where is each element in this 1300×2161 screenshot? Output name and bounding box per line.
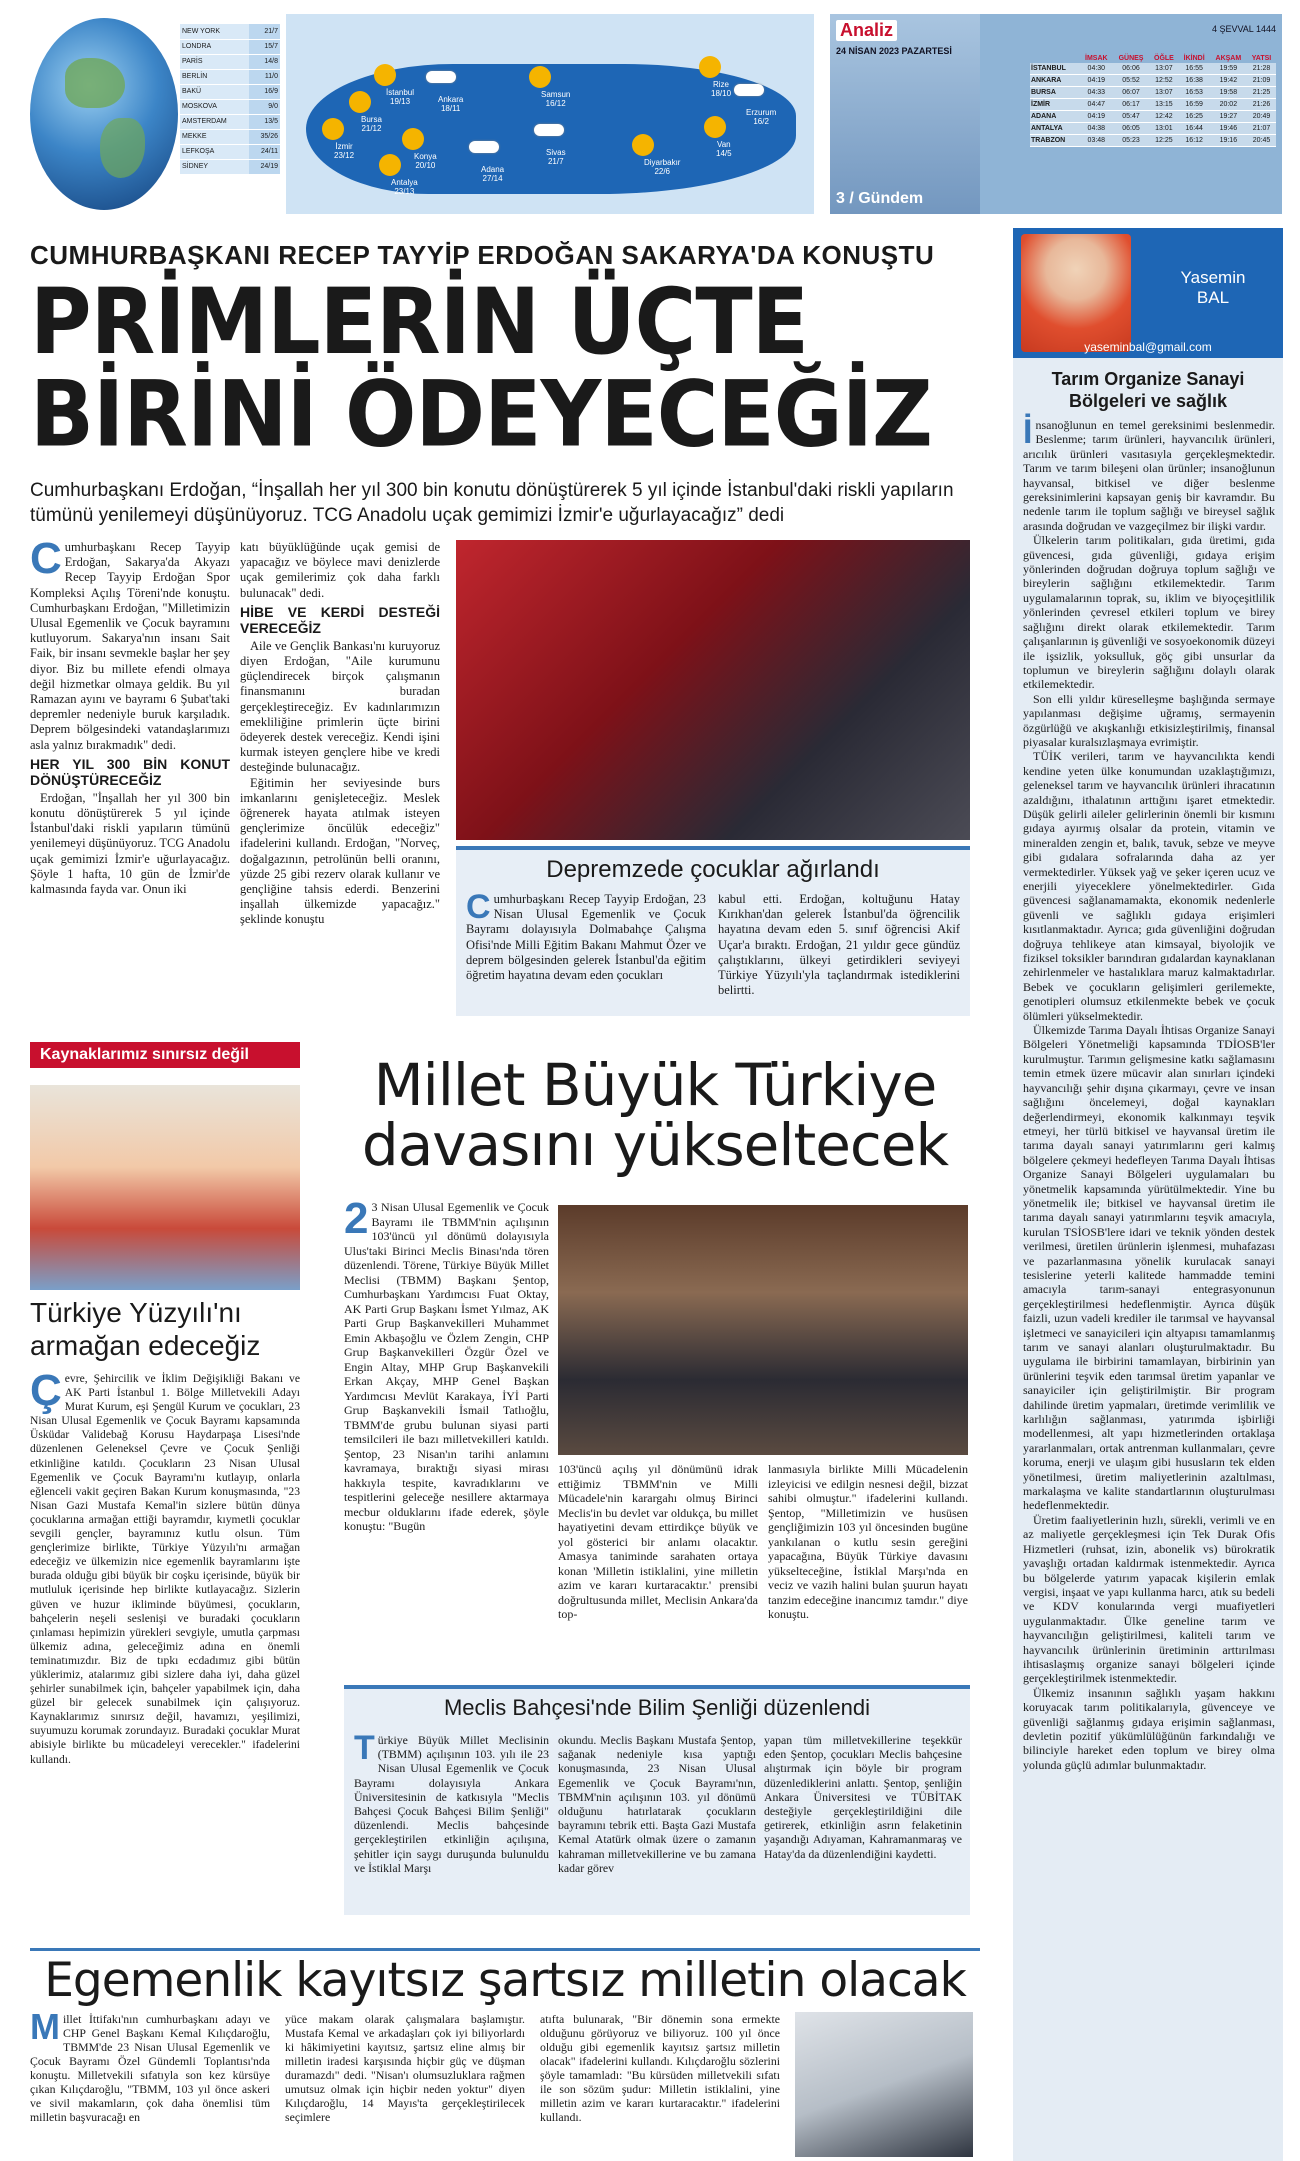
opinion-dropcap: İ	[1023, 413, 1033, 451]
opinion-p1: nsanoğlunun en temel gereksinimi beslenmedir. Beslenme; tarım ürünleri, hayvancılık ürünleri, arıcılık ürünleri vasıtasıyla gerçekleşmektedir. Tarım ve tarım bileşeni olan ürünler; insanoğlunun hayvansal, bitkisel ve diğer beslenme gereksinimlerini kapsayan geniş bir kavramdır. Bu nedenle tarım ile toplum sağlığı ve bireysel sağlık arasında doğrudan ve vazgeçilmez bir ilişki vardır.	[1023, 418, 1275, 533]
deprem-col1-text: umhurbaşkanı Recep Tayyip Erdoğan, 23 Nisan Ulusal Egemenlik ve Çocuk Bayramı dolayısıyla Dolmabahçe Çalışma Ofisi'nde Milli Eğitim Bakanı Mahmut Özer ve deprem bölgesinden gelerek İstanbul'da eğitim öğretim hayatına devam eden çocukları	[466, 892, 706, 983]
egemenlik-col1-text: illet İttifakı'nın cumhurbaşkanı adayı ve CHP Genel Başkanı Kemal Kılıçdaroğlu, TBMM'de 23 Nisan Ulusal Egemenlik ve Çocuk Bayramı Özel Gündemli Toplantısı'nda konuştu. Milletvekili sıfatıyla son kez kürsüye çıkan Kılıçdaroğlu, "TBMM, 103 yıl önce askeri ve sivil makamların, çok daha önemlisi tüm milletin başvuracağı en	[30, 2012, 270, 2124]
city-temp: 35/26	[249, 129, 280, 144]
kurum-body	[30, 1372, 300, 1934]
city-weather-row	[180, 144, 280, 159]
turkey-weather-map	[286, 14, 814, 214]
globe-image	[30, 18, 178, 210]
city-weather-row	[180, 84, 280, 99]
map-city-name: Van	[716, 140, 731, 149]
sun-icon	[529, 66, 551, 88]
lead-col1-p1: umhurbaşkanı Recep Tayyip Erdoğan, Sakarya'da Akyazı Recep Tayyip Erdoğan Spor Kompleksi Açılış Töreni'nde konuştu. Cumhurbaşkanı Erdoğan, "Milletimizin Ulusal Egemenlik ve Çocuk bayramını kutluyorum. Sakarya'nın insanı Sait Faik, bir insanı sevmekle başlar her şey diyor. Biz bu millete efendi olmaya değil hizmetkar olmaya geldik. Bu yıl Ramazan ayını ve bayramı 6 Şubat'taki depremler nedeniyle buruk karşıladık. Deprem bölgesindeki vatandaşlarımızı asla yalnız bırakmadık" dedi.	[30, 540, 230, 752]
egemenlik-column-1	[30, 2012, 270, 2157]
lead-headline	[30, 268, 990, 468]
city-name: BERLİN	[180, 69, 249, 84]
kurum-badge: Kaynaklarımız sınırsız değil	[30, 1042, 300, 1068]
prayer-time: 06:06	[1113, 63, 1149, 75]
meclis-column-2: okundu. Meclis Başkanı Mustafa Şentop, sağanak nedeniyle kısa yaptığı konuşmasında, 23 Nisan Ulusal Egemenlik ve Çocuk Bayramı'nın, TBMM'nin açılışının 103. yıl dönümü olduğunu hatırlatarak çocukların bayramını tebrik etti. Başta Gazi Mustafa Kemal Atatürk olmak üzere o zamanın kahraman milletvekillerine ve bu zamana kadar görev	[558, 1733, 756, 1875]
map-city-temp: 21/12	[361, 124, 382, 133]
lead-dropcap: C	[30, 540, 62, 583]
prayer-time: 21:07	[1247, 123, 1276, 135]
meclis-box	[344, 1685, 970, 1915]
prayer-time: 13:07	[1149, 63, 1178, 75]
headline-line-1: PRİMLERİN ÜÇTE	[30, 268, 809, 375]
map-city-name: Ankara	[438, 95, 464, 104]
map-city-temp: 23/13	[394, 187, 415, 196]
millet-column-1	[344, 1200, 549, 1670]
kurum-children-photo	[30, 1085, 300, 1290]
prayer-time: 13:07	[1149, 87, 1178, 99]
prayer-time: 13:15	[1149, 99, 1178, 111]
map-city-label	[414, 152, 437, 170]
city-name: AMSTERDAM	[180, 114, 249, 129]
city-name: SİDNEY	[180, 159, 249, 174]
prayer-times-table	[1030, 54, 1276, 147]
city-temp: 9/0	[249, 99, 280, 114]
city-temp: 15/7	[249, 39, 280, 54]
prayer-time: 04:33	[1080, 87, 1113, 99]
prayer-time: 05:47	[1113, 111, 1149, 123]
opinion-p3: Son elli yıldır küreselleşme başlığında sermaye yapılanması değişime uğramış, sermayenin özgürlüğü ve akışkanlığı etkisizleştirilmiş, finansal piyasalar kuralsızlaşmaya evrimiştir.	[1023, 691, 1275, 749]
map-city-temp: 18/11	[440, 104, 461, 113]
prayer-time: 04:19	[1080, 111, 1113, 123]
map-city-label	[438, 95, 463, 113]
author-last-name: BAL	[1196, 288, 1230, 307]
lead-column-1	[30, 540, 230, 1030]
city-weather-row	[180, 99, 280, 114]
prayer-time: 12:42	[1149, 111, 1178, 123]
map-city-name: Bursa	[361, 115, 382, 124]
prayer-city: ADANA	[1030, 111, 1080, 123]
map-city-name: Antalya	[391, 178, 418, 187]
city-name: LEFKOŞA	[180, 144, 249, 159]
city-name: MOSKOVA	[180, 99, 249, 114]
map-city-temp: 16/2	[753, 117, 769, 126]
prayer-header-blank	[1030, 54, 1080, 63]
map-city-label	[361, 115, 382, 133]
tbmm-ceremony-photo	[558, 1205, 968, 1455]
sun-icon	[322, 118, 344, 140]
prayer-city: ANKARA	[1030, 75, 1080, 87]
egemenlik-column-3: atıfta bulunarak, "Bir dönemin sona ermekte olduğunu görüyoruz ve biliyoruz. 100 yıl önce olduğu gibi egemenlik kayıtsız şartsız milletin olacak" ifadelerini kullandı. Kılıçdaroğlu sözlerini şöyle tamamladı: "Bu kürsüden milletvekili sıfatı ile son sözüm şudur: Milletin istiklalini, yine milletin azim ve kararı kurtaracaktır." ifadelerini kullandı.	[540, 2012, 780, 2124]
city-weather-row	[180, 114, 280, 129]
map-city-name: Samsun	[541, 90, 571, 99]
world-weather-table	[180, 24, 280, 175]
prayer-row	[1030, 135, 1276, 147]
millet-headline-1: Millet Büyük Türkiye	[373, 1051, 937, 1119]
map-city-label	[711, 80, 731, 98]
cloud-icon	[734, 84, 764, 96]
prayer-header: İKİNDİ	[1183, 55, 1205, 62]
prayer-time: 19:27	[1210, 111, 1247, 123]
prayer-time: 19:46	[1210, 123, 1247, 135]
city-weather-row	[180, 24, 280, 39]
millet-column-3: lanmasıyla birlikte Milli Mücadelenin izleyicisi ve edilgin nesnesi değil, bizzat sahibi olmuştur." ifadelerini kullandı. Şentop, "Milletimizin ve husüsen gençliğimizin 103 yıl öncesinden bugüne yankılanan o kutlu sesin gereğini yapacağına, Büyük Türkiye davasını yükselteceğine, İstiklal Marşı'nda en veciz ve vazih halini bulan şuurun hayatı tanzim edeceğine inancımız tamdır." diye konuştu.	[768, 1462, 968, 1621]
prayer-time: 16:59	[1179, 99, 1210, 111]
opinion-p2: Ülkelerin tarım politikaları, gıda üretimi, gıda güvencesi, gıda güvenliği, gıdaya erişim yönlerinden doğrudan doğruya toplum sağlığı ve bireylerin sağlığını etkilemektedir. Tarım uygulamalarının toprak, su, iklim ve biyoçeşitlilik yönlerinden çevresel etkileri toplum ve birey sağlığını direkt olarak etkilemektedir. Tarım çalışanlarının iş güvenliği ve sosyoekonomik düzeyi ile işsizlik, yoksulluk, göç gibi unsurlar da toplumun ve bireylerin sağlığını dolaylı olarak etkilemektedir.	[1023, 533, 1275, 692]
prayer-time: 21:09	[1247, 75, 1276, 87]
city-name: LONDRA	[180, 39, 249, 54]
prayer-header-row	[1030, 54, 1276, 63]
map-city-name: İstanbul	[386, 88, 415, 97]
author-banner	[1013, 228, 1283, 358]
prayer-city: ANTALYA	[1030, 123, 1080, 135]
millet-headline-2: davasını yükseltecek	[361, 1111, 949, 1179]
map-city-label	[541, 90, 570, 108]
prayer-time: 19:42	[1210, 75, 1247, 87]
issue-date: 24 NİSAN 2023 PAZARTESİ	[836, 46, 952, 56]
kurum-title: Türkiye Yüzyılı'nı armağan edeceğiz	[30, 1297, 261, 1361]
hijri-date: 4 ŞEVVAL 1444	[1211, 24, 1276, 34]
headline-line-2: BİRİNİ ÖDEYECEĞİZ	[30, 361, 932, 468]
prayer-time: 16:53	[1179, 87, 1210, 99]
opinion-p7: Ülkemiz insanının sağlıklı yaşam hakkını koruyacak tarım politikalarıyla, güvenceye ve güvenliği sağlanmış gıdaya erişimin sağlanması, devletin pozitif yükümlülüğünün farkındalığı ve bilinciyle hareket eden toplum ve birey olma yolunda güçlü adımlar bulunmaktadır.	[1023, 1685, 1275, 1772]
opinion-title: Tarım Organize Sanayi Bölgeleri ve sağlık	[1051, 369, 1245, 411]
map-city-temp: 19/13	[390, 97, 411, 106]
map-city-temp: 18/10	[711, 89, 732, 98]
kilicdaroglu-photo	[795, 2012, 973, 2157]
map-city-temp: 16/12	[545, 99, 566, 108]
prayer-row	[1030, 75, 1276, 87]
prayer-times-panel	[830, 14, 1282, 214]
egemenlik-rule	[30, 1948, 980, 1951]
prayer-time: 04:38	[1080, 123, 1113, 135]
deprem-column-2: kabul etti. Erdoğan, koltuğunu Hatay Kırıkhan'dan gelerek İstanbul'da öğrencilik hayatına devam eden 5. sınıf öğrencisi Akif Uçar'a bıraktı. Erdoğan, 21 yıldır gece gündüz çalıştıklarını, ülkeyi getirdikleri seviyeyi Türkiye Yüzyılı'yla taçlandırmak istediklerini belirtti.	[718, 892, 960, 998]
city-weather-row	[180, 129, 280, 144]
prayer-time: 16:38	[1179, 75, 1210, 87]
map-city-temp: 21/7	[547, 157, 564, 166]
egemenlik-headline: Egemenlik kayıtsız şartsız milletin olacak	[44, 1953, 966, 2008]
prayer-header: İMSAK	[1085, 55, 1108, 62]
lead-col1-subhead: HER YIL 300 BİN KONUT DÖNÜŞTÜRECEĞİZ	[30, 755, 230, 788]
prayer-row	[1030, 111, 1276, 123]
map-city-temp: 23/12	[334, 151, 355, 160]
map-city-name: Erzurum	[746, 108, 777, 117]
deprem-title: Depremzede çocuklar ağırlandı	[546, 856, 880, 883]
millet-column-2: 103'üncü açılış yıl dönümünü idrak ettiğimiz TBMM'nin ve Milli Mücadele'nin karargahı olmuş Birinci Meclis'in bu devlet var oldukça, bu millet hayatiyetini devam ettirdikçe büyük ve yol gösterici bir anlamı olacaktır. Amasya taniminde sarahaten ortaya konan 'Milletin istiklalini, yine milletin azim ve kararı kurtaracaktır.' prensibi doğrultusunda millet, Meclisin Ankara'da top-	[558, 1462, 758, 1621]
author-name	[1158, 268, 1268, 308]
map-city-label	[391, 178, 418, 196]
city-name: NEW YORK	[180, 24, 249, 39]
prayer-time: 05:52	[1113, 75, 1149, 87]
lead-col1-p2: Erdoğan, "İnşallah her yıl 300 bin konutu dönüştürerek 5 yıl içinde İstanbul'daki riskli yapıların tümünü yenilemeyi düşünüyoruz. TCG Anadolu uçak gemimizi İzmir'e uğurlayacağız. Şöyle 1 hafta, 10 gün de İzmir'de kalmasında fayda var. Onun iki	[30, 790, 230, 897]
meclis-title: Meclis Bahçesi'nde Bilim Şenliği düzenlendi	[443, 1695, 871, 1720]
prayer-time: 06:07	[1113, 87, 1149, 99]
prayer-time: 20:02	[1210, 99, 1247, 111]
lead-col2-p2: Aile ve Gençlik Bankası'nı kuruyoruz diyen Erdoğan, "Aile kurumunu güçlendirecek birçok çalışmanın finansmanını buradan gerçekleştireceğiz. Ev kadınlarımızın emekliliğine primlerin üçte birini ödeyerek destek vereceğiz. Kendi işini kurmak isteyen gençlere hibe ve kredi desteğinde bulunacağız.	[240, 638, 440, 775]
sun-icon	[379, 154, 401, 176]
city-temp: 21/7	[249, 24, 280, 39]
prayer-time: 21:26	[1247, 99, 1276, 111]
sun-icon	[402, 128, 424, 150]
prayer-time: 16:55	[1179, 63, 1210, 75]
opinion-p6: Üretim faaliyetlerinin hızlı, sürekli, verimli ve en az maliyetle gerçekleşmesi için Tek Durak Ofis Hizmetleri (ruhsat, izin, abonelik vs) bürokratik yavaşlığı ortadan kaldırmak istenmektedir. Ayrıca bu bölgelerde yatırım yapacak kişilerin emlak vergisi, inşaat ve yapı kullanma harcı, atık su bedeli ve KDV konularında vergi muafiyetleri uygulanmaktadır. Ülke geneline tarım ve hayvancılığın geliştirilmesi, kaliteli tarım ve hayvancılık ürünlerinin üretiminin arttırılması ihtisaslaşmış organize sanayi bölgeleri içinde gerçekleştirilmek istenmektedir.	[1023, 1512, 1275, 1686]
lead-lede: Cumhurbaşkanı Erdoğan, “İnşallah her yıl 300 bin konutu dönüştürerek 5 yıl içinde İstanbul'daki riskli yapıların tümünü yenilemeyi düşünüyoruz. TCG Anadolu uçak gemimizi İzmir'e uğurlayacağız” dedi	[30, 480, 954, 526]
map-city-name: Adana	[481, 165, 505, 174]
map-city-name: Konya	[414, 152, 437, 161]
meclis-column-1	[354, 1733, 549, 1913]
city-name: MEKKE	[180, 129, 249, 144]
prayer-time: 16:44	[1179, 123, 1210, 135]
author-photo	[1021, 234, 1131, 352]
kurum-body-text: evre, Şehircilik ve İklim Değişikliği Bakanı ve AK Parti İstanbul 1. Bölge Milletvekili Adayı Murat Kurum, eşi Şengül Kurum ve çocukları, 23 Nisan Ulusal Egemenlik ve Çocuk Bayramı kapsamında Üsküdar Validebağ Korusu Haydarpaşa Lisesi'nde düzenlenen Geleneksel Çevre ve Çocuk Şenliği etkinliğine katıldı. Çocukların 23 Nisan Ulusal Egemenlik ve Çocuk Bayramı'nı kutlayıp, onlarla eğlenceli vakit geçiren Bakan Kurum konuşmasında, "23 Nisan Gazi Mustafa Kemal'in sizlere bütün dünya çocuklarına armağan ettiği bayramdır, kıymetli çocuklar sevgili gençler, bayramınız kutlu olsun. Tüm gençlerimize birlikte, Türkiye Yüzyılı'nı armağan edeceğiz ve ülkemizin nice egemenlik bayramlarını işte burada olduğu gibi büyük bir coşku içerisinde, büyük bir mutluluk içerisinde hep birlikte kutlayacağız. Sizlerin güven ve huzur ikliminde büyümesi, çocukların, bahçelerin neşeli seslenişi ve buradaki çocukların çınlaması hepimizin yürekleri sevgiyle, umutla çarpması ülkemiz adına, geleceğimiz adına en önemli teminatımızdır. Biz de tıpkı ecdadımız gibi bütün yüklerimiz, atalarımız gibi sizlere daha iyi, daha güzel şehirler sunabilmek için, bahçeler yapabilmek için, daha güzel bir gelecek sunabilmek için çalışıyoruz. Kaynaklarımız sınırsız değil, havamızı, yeşilimizi, suyumuzu korumak zorundayız. Buradaki çocuklar Murat abisiyle birlikte bu mücadeleyi verecekler." ifadelerini kullandı.	[30, 1372, 300, 1766]
city-temp: 16/9	[249, 84, 280, 99]
prayer-header: AKŞAM	[1215, 55, 1242, 62]
section-label: 3 / Gündem	[836, 190, 924, 207]
prayer-time: 16:12	[1179, 135, 1210, 147]
city-temp: 24/19	[249, 159, 280, 174]
prayer-time: 19:58	[1210, 87, 1247, 99]
lead-kicker: CUMHURBAŞKANI RECEP TAYYİP ERDOĞAN SAKARYA'DA KONUŞTU	[30, 240, 935, 270]
prayer-time: 05:23	[1113, 135, 1149, 147]
opinion-body	[1023, 413, 1275, 1772]
map-city-name: Diyarbakır	[644, 158, 681, 167]
city-name: BAKÜ	[180, 84, 249, 99]
city-weather-row	[180, 39, 280, 54]
map-city-name: Sivas	[546, 148, 566, 157]
map-city-temp: 22/6	[654, 167, 671, 176]
prayer-row	[1030, 99, 1276, 111]
map-city-label	[334, 142, 354, 160]
prayer-time: 21:28	[1247, 63, 1276, 75]
map-city-label	[386, 88, 414, 106]
prayer-row	[1030, 123, 1276, 135]
map-city-label	[716, 140, 732, 158]
prayer-time: 03:48	[1080, 135, 1113, 147]
lead-column-2	[240, 540, 440, 1030]
prayer-header: YATSI	[1251, 55, 1272, 62]
prayer-time: 13:01	[1149, 123, 1178, 135]
erdogan-children-photo	[456, 540, 970, 840]
sun-icon	[374, 64, 396, 86]
map-city-label	[644, 158, 680, 176]
city-weather-row	[180, 69, 280, 84]
cloud-icon	[426, 71, 456, 83]
author-email[interactable]: yaseminbal@gmail.com	[1084, 340, 1212, 354]
sun-icon	[704, 116, 726, 138]
cloud-icon	[469, 141, 499, 153]
sun-icon	[632, 134, 654, 156]
map-city-name: İzmir	[335, 142, 353, 151]
prayer-city: İSTANBUL	[1030, 63, 1080, 75]
kurum-dropcap: Ç	[30, 1372, 62, 1415]
city-weather-row	[180, 159, 280, 174]
deprem-box	[456, 846, 970, 1016]
lead-col2-subhead: HİBE VE KERDİ DESTEĞİ VERECEĞİZ	[240, 603, 440, 636]
millet-dropcap: 2	[344, 1200, 369, 1243]
opinion-p4: TÜİK verileri, tarım ve hayvancılıkta kendi kendine yeten ülke konumundan uzaklaştığımızı, geleneksel tarım ve hayvancılık ürünleri ihracatının azaldığını, ithalatının arttığını işaret etmektedir. Düşük gelirli aileler gelirlerinin önemli bir kısmını gıdaya ayırmış olsalar da protein, vitamin ve mineralden zengin et, balık, tavuk, sebze ve meyve gibi gıdalara sofralarında daha az yer vermektedirler. Yüksek yağ ve şeker içeren ucuz ve enerjili yiyeceklere yönelmektedirler. Gıda güvencesi sağlanamamakta, ekonomik nedenlerle güvenli ve sağlıklı gıdaya erişimleri kısıtlanmaktadır. Ayrıca; gıda güvenliğini doğrudan doğruya tehlikeye atan kimsayal, biyolojik ve fiziksel toksikler barındıran gıdalardan kaynaklanan zehirlenmeler ve hastalıklara maruz kalmaktadırlar. Bebek ve çocukların gelişimleri gerilemekte, genotipleri olumsuz etkilenmekte bebek ve çocuk ölümleri yükselmektedir.	[1023, 749, 1275, 1023]
meclis-column-3: yapan tüm milletvekillerine teşekkür eden Şentop, çocukları Meclis bahçesine alıştırmak için böyle bir program düzenlediklerini anlattı. Şentop, şenliğin Ankara Üniversitesi ve TÜBİTAK desteğiyle gerçekleştirildiğini dile getirerek, etkinliğin asrın felaketinin yaşandığı Adıyaman, Kahramanmaraş ve Hatay'da da düzenlendiğini kaydetti.	[764, 1733, 962, 1861]
city-weather-row	[180, 54, 280, 69]
city-temp: 14/8	[249, 54, 280, 69]
map-city-temp: 14/5	[716, 149, 732, 158]
prayer-time: 04:30	[1080, 63, 1113, 75]
cloud-icon	[534, 124, 564, 136]
map-city-temp: 27/14	[482, 174, 503, 183]
prayer-time: 21:25	[1247, 87, 1276, 99]
map-city-temp: 20/10	[415, 161, 436, 170]
mosque-image	[830, 14, 980, 214]
map-city-label	[746, 108, 776, 126]
egemenlik-dropcap: M	[30, 2012, 60, 2047]
prayer-time: 04:47	[1080, 99, 1113, 111]
prayer-header: GÜNEŞ	[1118, 55, 1144, 62]
prayer-row	[1030, 63, 1276, 75]
sun-icon	[699, 56, 721, 78]
lead-col2-p1: katı büyüklüğünde uçak gemisi de yapacağız ve böylece mavi denizlerde uçak gemilerimiz çok daha farklı bulunacak" dedi.	[240, 540, 440, 600]
prayer-city: İZMİR	[1030, 99, 1080, 111]
prayer-time: 19:16	[1210, 135, 1247, 147]
prayer-time: 04:19	[1080, 75, 1113, 87]
author-first-name: Yasemin	[1180, 268, 1246, 287]
city-temp: 11/0	[249, 69, 280, 84]
prayer-time: 20:49	[1247, 111, 1276, 123]
lead-col2-p3: Eğitimin her seviyesinde burs imkanlarını genişleteceğiz. Meslek öğrenerek hayata atılmak isteyen gençlerimize öncülük edeceğiz" ifadelerini kullandı. Erdoğan, "Norveç, doğalgazının, petrolünün belli oranını, yüzde 25 gibi rezerv olarak kullanır ve gençliğine tahsis ederdi. Benzerini inşallah ülkemizde yapacağız." şeklinde konuştu	[240, 775, 440, 927]
map-city-label	[481, 165, 504, 183]
opinion-column	[1013, 228, 1283, 2161]
sun-icon	[349, 91, 371, 113]
city-temp: 24/11	[249, 144, 280, 159]
millet-headline	[330, 1051, 980, 1179]
analiz-logo[interactable]: Analiz	[836, 20, 897, 41]
opinion-p5: Ülkemizde Tarıma Dayalı İhtisas Organize Sanayi Bölgeleri Yönetmeliği kapsamında TDİOSB'ler kurulmuştur. Tarımın gelişmesine katkı sağlamasını temin etmek üzere mücavir alan sınırları içindeki hayvancılığı şehir dışına çıkarmayı, çevre ve insan sağlığını öncelemeyi, doğal kaynakları değerlendirmeyi, ekonomik kalkınmayı teşvik etmeyi, her türlü bitkisel ve hayvansal üretim ile tarıma dayalı sanayi yatırımlarını geri kalmış bölgelere çekmeyi hedefleyen Tarıma Dayalı İhtisas Organize Sanayi Bölgeleri uygulamaları bu yönetmelik kapsamında yürütülmektedir. Yine bu yönetmelik ile; bitkisel ve hayvansal üretim ile tarıma dayalı sanayi yatırımlarını teşvik amacıyla, kurulan TSİOSB'lere idari ve teknik yönden destek verilmesi, üretilen ürünlerin işlenmesi, muhafazası ve pazarlanmasına yönelik kurulacak sanayi tesislerine yeterli kalitede hammadde temini amacıyla tarım-sanayi entegrasyonunun gerçekleştirilmesi hedeflenmiştir. Ayrıca düşük faizli, uzun vadeli krediler ile tarımsal ve hayvansal işletmeci ve sanayicileri için altyapısı tamamlanmış tarım ve sanayi alanları oluşturulmaktadır. Bu uygulama ile birbirini tamamlayan, birbirinin yan ürünlerini teşvik eden tarımsal üretim yapanlar ve sanayiciler için geliştirilmiştir. Bir program dahilinde üretim yapmaları, üretimde verimlilik ve karlılığın sağlanması, yatırımda işbirliği modellenmesi, alt yapı hizmetlerinden ortaklaşa yararlanmaları, ortak antrenman kullanmaları, çevre koruma, enerji ve ulaşım gibi hususların tek elden yönetilmesi, üretim maliyetlerinin azaltılması, markalaşma ve kalite standartlarının oluşturulması hedeflenmektedir.	[1023, 1023, 1275, 1513]
map-city-name: Rize	[713, 80, 730, 89]
meclis-dropcap: T	[354, 1733, 375, 1767]
map-city-label	[546, 148, 566, 166]
prayer-time: 20:45	[1247, 135, 1276, 147]
city-temp: 13/5	[249, 114, 280, 129]
prayer-time: 12:52	[1149, 75, 1178, 87]
prayer-header: ÖĞLE	[1154, 55, 1174, 62]
meclis-col1-text: ürkiye Büyük Millet Meclisinin (TBMM) açılışının 103. yılı ile 23 Nisan Ulusal Egemenlik ve Çocuk Bayramı dolayısıyla Ankara Üniversitesinin de katkısıyla "Meclis Bahçesi Çocuk Bahçesi Bilim Şenliği" düzenlendi. Meclis bahçesinde gerçekleştirilen etkinliğin açılışına, şehitler için saygı duruşunda bulunuldu ve İstiklal Marşı	[354, 1733, 549, 1875]
prayer-time: 06:17	[1113, 99, 1149, 111]
prayer-time: 19:59	[1210, 63, 1247, 75]
prayer-time: 12:25	[1149, 135, 1178, 147]
deprem-dropcap: C	[466, 892, 491, 926]
prayer-time: 06:05	[1113, 123, 1149, 135]
prayer-row	[1030, 87, 1276, 99]
city-name: PARİS	[180, 54, 249, 69]
egemenlik-column-2: yüce makam olarak çalışmalara başlamıştır. Mustafa Kemal ve arkadaşları çok iyi biliyorlardı ki hâkimiyetini kayıtsız, şartsız eline almış bir milletin iradesi karşısında hiçbir güç ve düşman duramazdı" dedi. "Nisan'ı olumsuzluklara rağmen umutsuz olmak için hiçbir neden yoktur" diyen Kılıçdaroğlu, 14 Mayıs'ta gerçekleştirilecek seçimlere	[285, 2012, 525, 2124]
prayer-city: BURSA	[1030, 87, 1080, 99]
prayer-time: 16:25	[1179, 111, 1210, 123]
millet-col1-text: 3 Nisan Ulusal Egemenlik ve Çocuk Bayramı ile TBMM'nin açılışının 103'üncü yıl dönümü dolayısıyla Ulus'taki Birinci Meclis Binası'nda tören düzenlendi. Törene, Türkiye Büyük Millet Meclisi (TBMM) Başkanı Şentop, Cumhurbaşkanı Yardımcısı Fuat Oktay, AK Parti Grup Başkanı İsmet Yılmaz, AK Parti Grup Başkanvekilleri Muhammet Emin Akbaşoğlu ve Özlem Zengin, CHP Grup Başkanvekilleri Özgür Özel ve Engin Altay, MHP Grup Başkanvekili Erkan Akçay, MHP Genel Başkan Yardımcısı Mevlüt Karakaya, İYİ Parti Grup Başkanvekili İsmail Tatlıoğlu, TBMM'de grubu bulunan siyasi parti temsilcileri ile bazı milletvekilleri katıldı. Şentop, 23 Nisan'ın tarihi anlamını kavramaya, bıraktığı siyasi mirası hakkıyla tespite, kavradıklarını ve tespitlerini geleceğe nesillere aktarmaya mecbur olduklarını ifade ederek, şöyle konuştu: "Bugün	[344, 1200, 549, 1533]
deprem-column-1	[466, 892, 706, 1012]
prayer-city: TRABZON	[1030, 135, 1080, 147]
